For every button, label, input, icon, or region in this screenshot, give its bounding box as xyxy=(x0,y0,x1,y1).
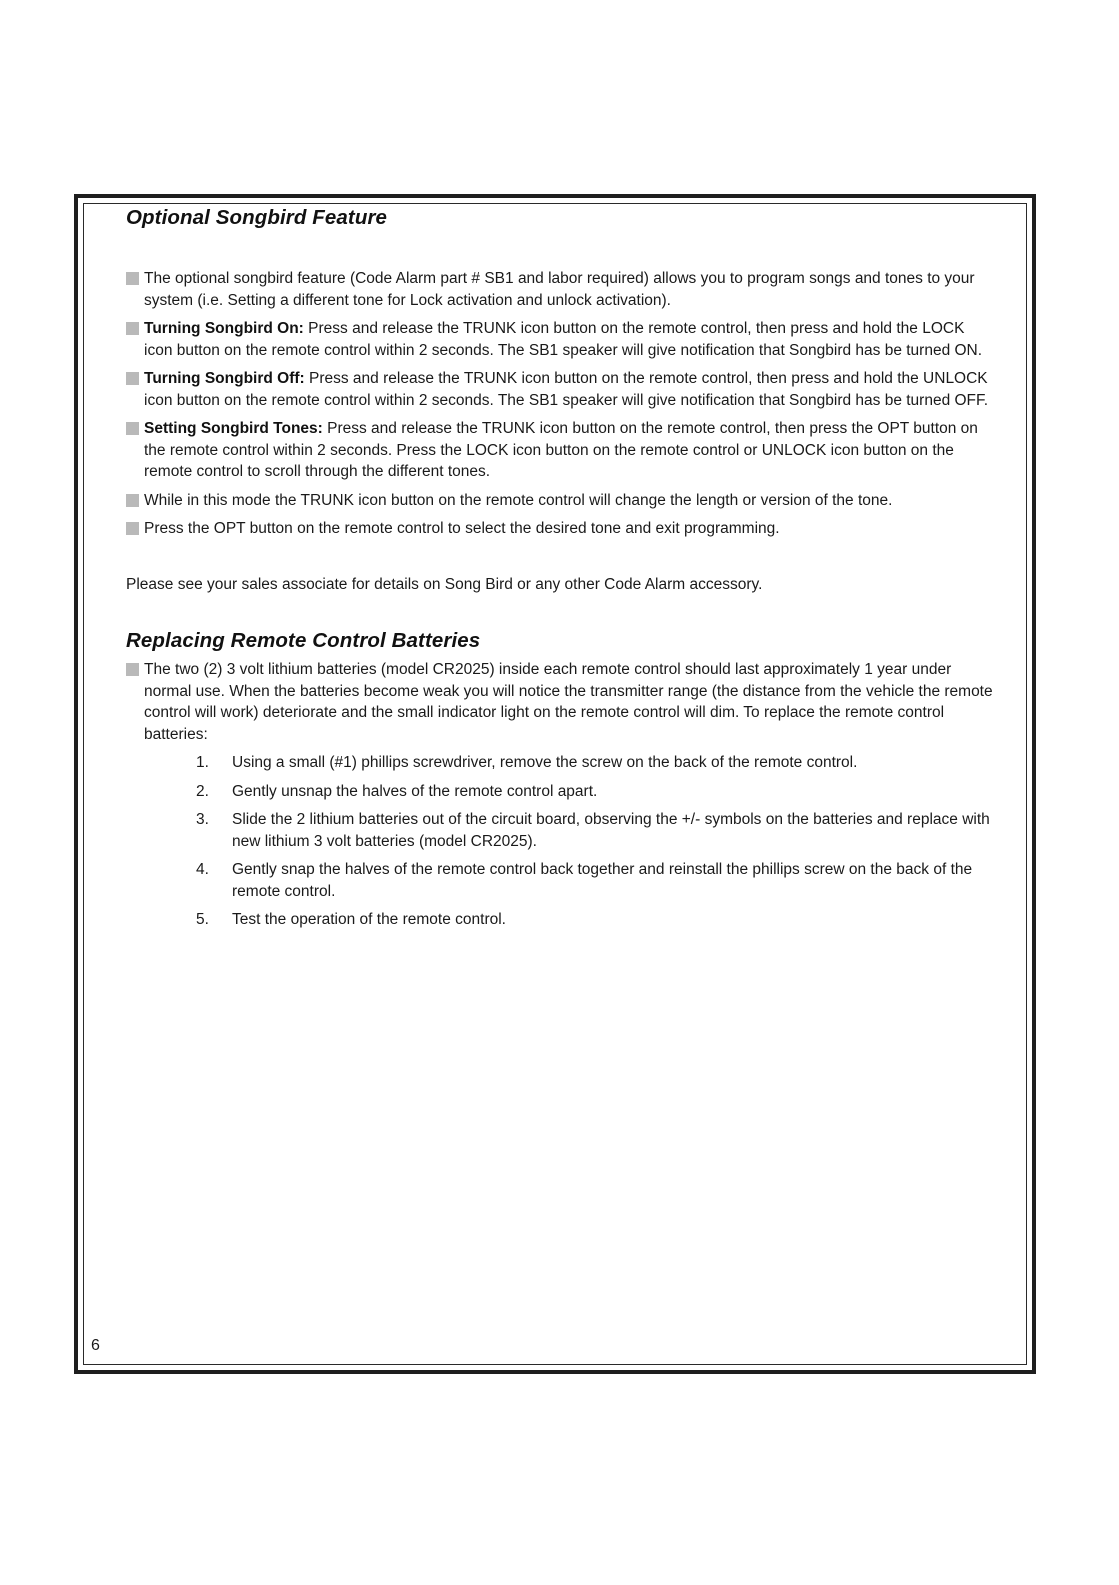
battery-bullet-list xyxy=(126,659,996,745)
step-text: Test the operation of the remote control. xyxy=(232,911,506,928)
page-number: 6 xyxy=(91,1337,100,1354)
list-item xyxy=(126,368,996,411)
list-item xyxy=(126,659,996,745)
bullet-square-icon xyxy=(126,522,139,535)
step-number: 2. xyxy=(196,782,209,800)
bullet-text: While in this mode the TRUNK icon button on the remote control will change the length or version of the tone. xyxy=(144,491,893,509)
step-item xyxy=(126,859,996,902)
bullet-square-icon xyxy=(126,663,139,676)
songbird-bullet-list xyxy=(126,268,996,540)
step-text: Using a small (#1) phillips screwdriver, remove the screw on the back of the remote control. xyxy=(232,754,858,771)
step-item xyxy=(126,781,996,803)
step-number: 4. xyxy=(196,861,209,878)
section-title-songbird: Optional Songbird Feature xyxy=(126,206,388,229)
step-item xyxy=(126,752,996,774)
step-text: Slide the 2 lithium batteries out of the circuit board, observing the +/- symbols on the batteries and replace with new lithium 3 volt batteries (model CR2025). xyxy=(232,811,990,850)
bullet-label: Setting Songbird Tones: xyxy=(144,420,323,437)
step-number: 3. xyxy=(196,811,209,828)
bullet-text: Press and release the TRUNK icon button on the remote control, then press the OPT button on the remote control within 2 seconds. Press the LOCK icon button on the remote control or UNLOCK icon button on the remote control to scroll through the different tones. xyxy=(144,420,978,480)
list-item xyxy=(126,518,996,540)
bullet-square-icon xyxy=(126,272,139,285)
step-text: Gently unsnap the halves of the remote control apart. xyxy=(232,782,598,800)
step-number: 5. xyxy=(196,911,209,928)
bullet-text: Press the OPT button on the remote control to select the desired tone and exit programming. xyxy=(144,520,780,537)
bullet-text: The two (2) 3 volt lithium batteries (model CR2025) inside each remote control should last approximately 1 year under normal use. When the batteries become weak you will notice the transmitter range (the distance from the vehicle the remote control will work) deteriorate and the small indicator light on the remote control will dim. To replace the remote control batteries: xyxy=(144,661,993,743)
step-item xyxy=(126,909,996,931)
page-content xyxy=(126,204,996,938)
step-item xyxy=(126,809,996,852)
bullet-text: The optional songbird feature (Code Alarm part # SB1 and labor required) allows you to program songs and tones to your system (i.e. Setting a different tone for Lock activation and unlock activation). xyxy=(144,270,975,309)
list-item xyxy=(126,318,996,361)
bullet-square-icon xyxy=(126,372,139,385)
bullet-label: Turning Songbird Off: xyxy=(144,370,305,387)
bullet-text: Press and release the TRUNK icon button on the remote control, then press and hold the UNLOCK icon button on the remote control within 2 seconds. The SB1 speaker will give notification that Songbird has be turned OFF. xyxy=(144,370,989,409)
step-text: Gently snap the halves of the remote control back together and reinstall the phillips screw on the back of the remote control. xyxy=(232,861,973,900)
bullet-square-icon xyxy=(126,322,139,335)
battery-steps-list xyxy=(126,752,996,931)
bullet-label: Turning Songbird On: xyxy=(144,320,304,337)
list-item xyxy=(126,268,996,311)
step-number: 1. xyxy=(196,754,209,771)
bullet-text: Press and release the TRUNK icon button on the remote control, then press and hold the LOCK icon button on the remote control within 2 seconds. The SB1 speaker will give notification that Songbird has be turned ON. xyxy=(144,320,983,359)
bullet-square-icon xyxy=(126,422,139,435)
bullet-square-icon xyxy=(126,494,139,507)
list-item xyxy=(126,418,996,483)
list-item xyxy=(126,490,996,512)
accessory-note: Please see your sales associate for details on Song Bird or any other Code Alarm accessory. xyxy=(126,575,763,593)
section-title-batteries: Replacing Remote Control Batteries xyxy=(126,629,481,652)
